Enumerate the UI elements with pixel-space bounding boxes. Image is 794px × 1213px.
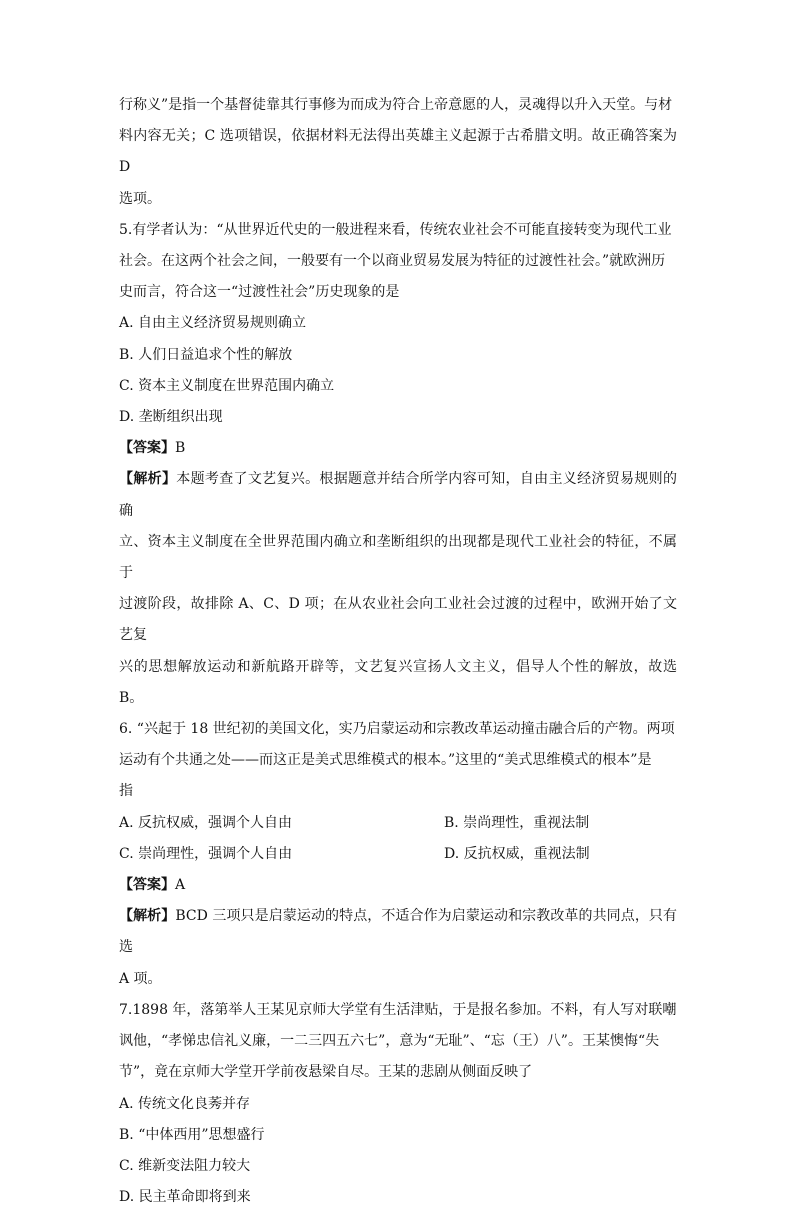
page-content — [119, 90, 677, 1213]
q6-answer — [119, 870, 677, 901]
q5-stem-line: 5.有学者认为：“从世界近代史的一般进程来看，传统农业社会不可能直接转变为现代工业 — [119, 221, 672, 238]
intro-line: 料内容无关；C 选项错误，依据材料无法得出英雄主义起源于古希腊文明。故正确答案为 D — [119, 128, 677, 176]
q7-option-c: C. 维新变法阻力较大 — [119, 1157, 251, 1174]
q5-analysis-line — [119, 464, 677, 526]
q5-option-b: B. 人们日益追求个性的解放 — [119, 346, 293, 363]
q7-option-d: D. 民主革命即将到来 — [119, 1189, 251, 1206]
q5-option-c: C. 资本主义制度在世界范围内确立 — [119, 377, 335, 394]
q5-stem-line: 史而言，符合这一“过渡性社会”历史现象的是 — [119, 284, 400, 301]
analysis-tag: 【解析】 — [119, 471, 177, 488]
intro-line: 行称义”是指一个基督徒靠其行事修为而成为符合上帝意愿的人，灵魂得以升入天堂。与材 — [119, 97, 673, 113]
q6-options-row — [119, 839, 677, 870]
q5-answer — [119, 433, 677, 464]
q6-analysis-line: A 项。 — [119, 970, 162, 987]
answer-tag: 【答案】 — [119, 440, 175, 457]
q6-analysis-line — [119, 901, 677, 963]
analysis-text: BCD 三项只是启蒙运动的特点，不适合作为启蒙运动和宗教改革的共同点，只有选 — [119, 908, 678, 956]
q5-analysis-line: 兴的思想解放运动和新航路开辟等，文艺复兴宣扬人文主义，倡导人个性的解放，故选 B。 — [119, 658, 677, 706]
q5-analysis-line: 过渡阶段，故排除 A、C、D 项；在从农业社会向工业社会过渡的过程中，欧洲开始了文艺复 — [119, 596, 677, 644]
q5-option-d: D. 垄断组织出现 — [119, 409, 223, 426]
q7-stem-line: 节”，竟在京师大学堂开学前夜悬梁自尽。王某的悲剧从侧面反映了 — [119, 1064, 533, 1081]
q6-stem-line: 运动有个共通之处——而这正是美式思维模式的根本。”这里的“美式思维模式的根本”是 — [119, 752, 652, 769]
q7-stem-line: 讽他，“孝悌忠信礼义廉，一二三四五六七”，意为“无耻”、“忘（王）八”。王某懊悔“失 — [119, 1033, 660, 1050]
answer-tag: 【答案】 — [119, 877, 175, 894]
q6-stem-line: 指 — [119, 783, 133, 800]
answer-value: B — [175, 440, 186, 457]
q6-option-c: C. 崇尚理性，强调个人自由 — [119, 845, 293, 862]
q5-option-a: A. 自由主义经济贸易规则确立 — [119, 315, 307, 332]
q6-option-a: A. 反抗权威，强调个人自由 — [119, 814, 293, 831]
answer-value: A — [175, 877, 186, 894]
q5-analysis-line: 立、资本主义制度在全世界范围内确立和垄断组织的出现都是现代工业社会的特征，不属于 — [119, 533, 677, 582]
q7-option-b: B. “中体西用”思想盛行 — [119, 1126, 265, 1143]
q6-options-row — [119, 808, 677, 839]
q6-stem-line: 6. “兴起于 18 世纪初的美国文化，实乃启蒙运动和宗教改革运动撞击融合后的产物。两项 — [119, 721, 675, 738]
q5-stem-line: 社会。在这两个社会之间，一般要有一个以商业贸易发展为特征的过渡性社会。”就欧洲历 — [119, 253, 666, 270]
q7-option-a: A. 传统文化良莠并存 — [119, 1095, 251, 1112]
q6-option-b: B. 崇尚理性，重视法制 — [444, 814, 590, 831]
q6-option-d: D. 反抗权威，重视法制 — [444, 845, 590, 862]
analysis-tag: 【解析】 — [119, 908, 176, 925]
intro-line: 选项。 — [119, 190, 161, 207]
analysis-text: 本题考查了文艺复兴。根据题意并结合所学内容可知，自由主义经济贸易规则的确 — [119, 471, 678, 519]
q7-stem-line: 7.1898 年，落第举人王某见京师大学堂有生活津贴，于是报名参加。不料，有人写对联嘲 — [119, 1001, 677, 1018]
